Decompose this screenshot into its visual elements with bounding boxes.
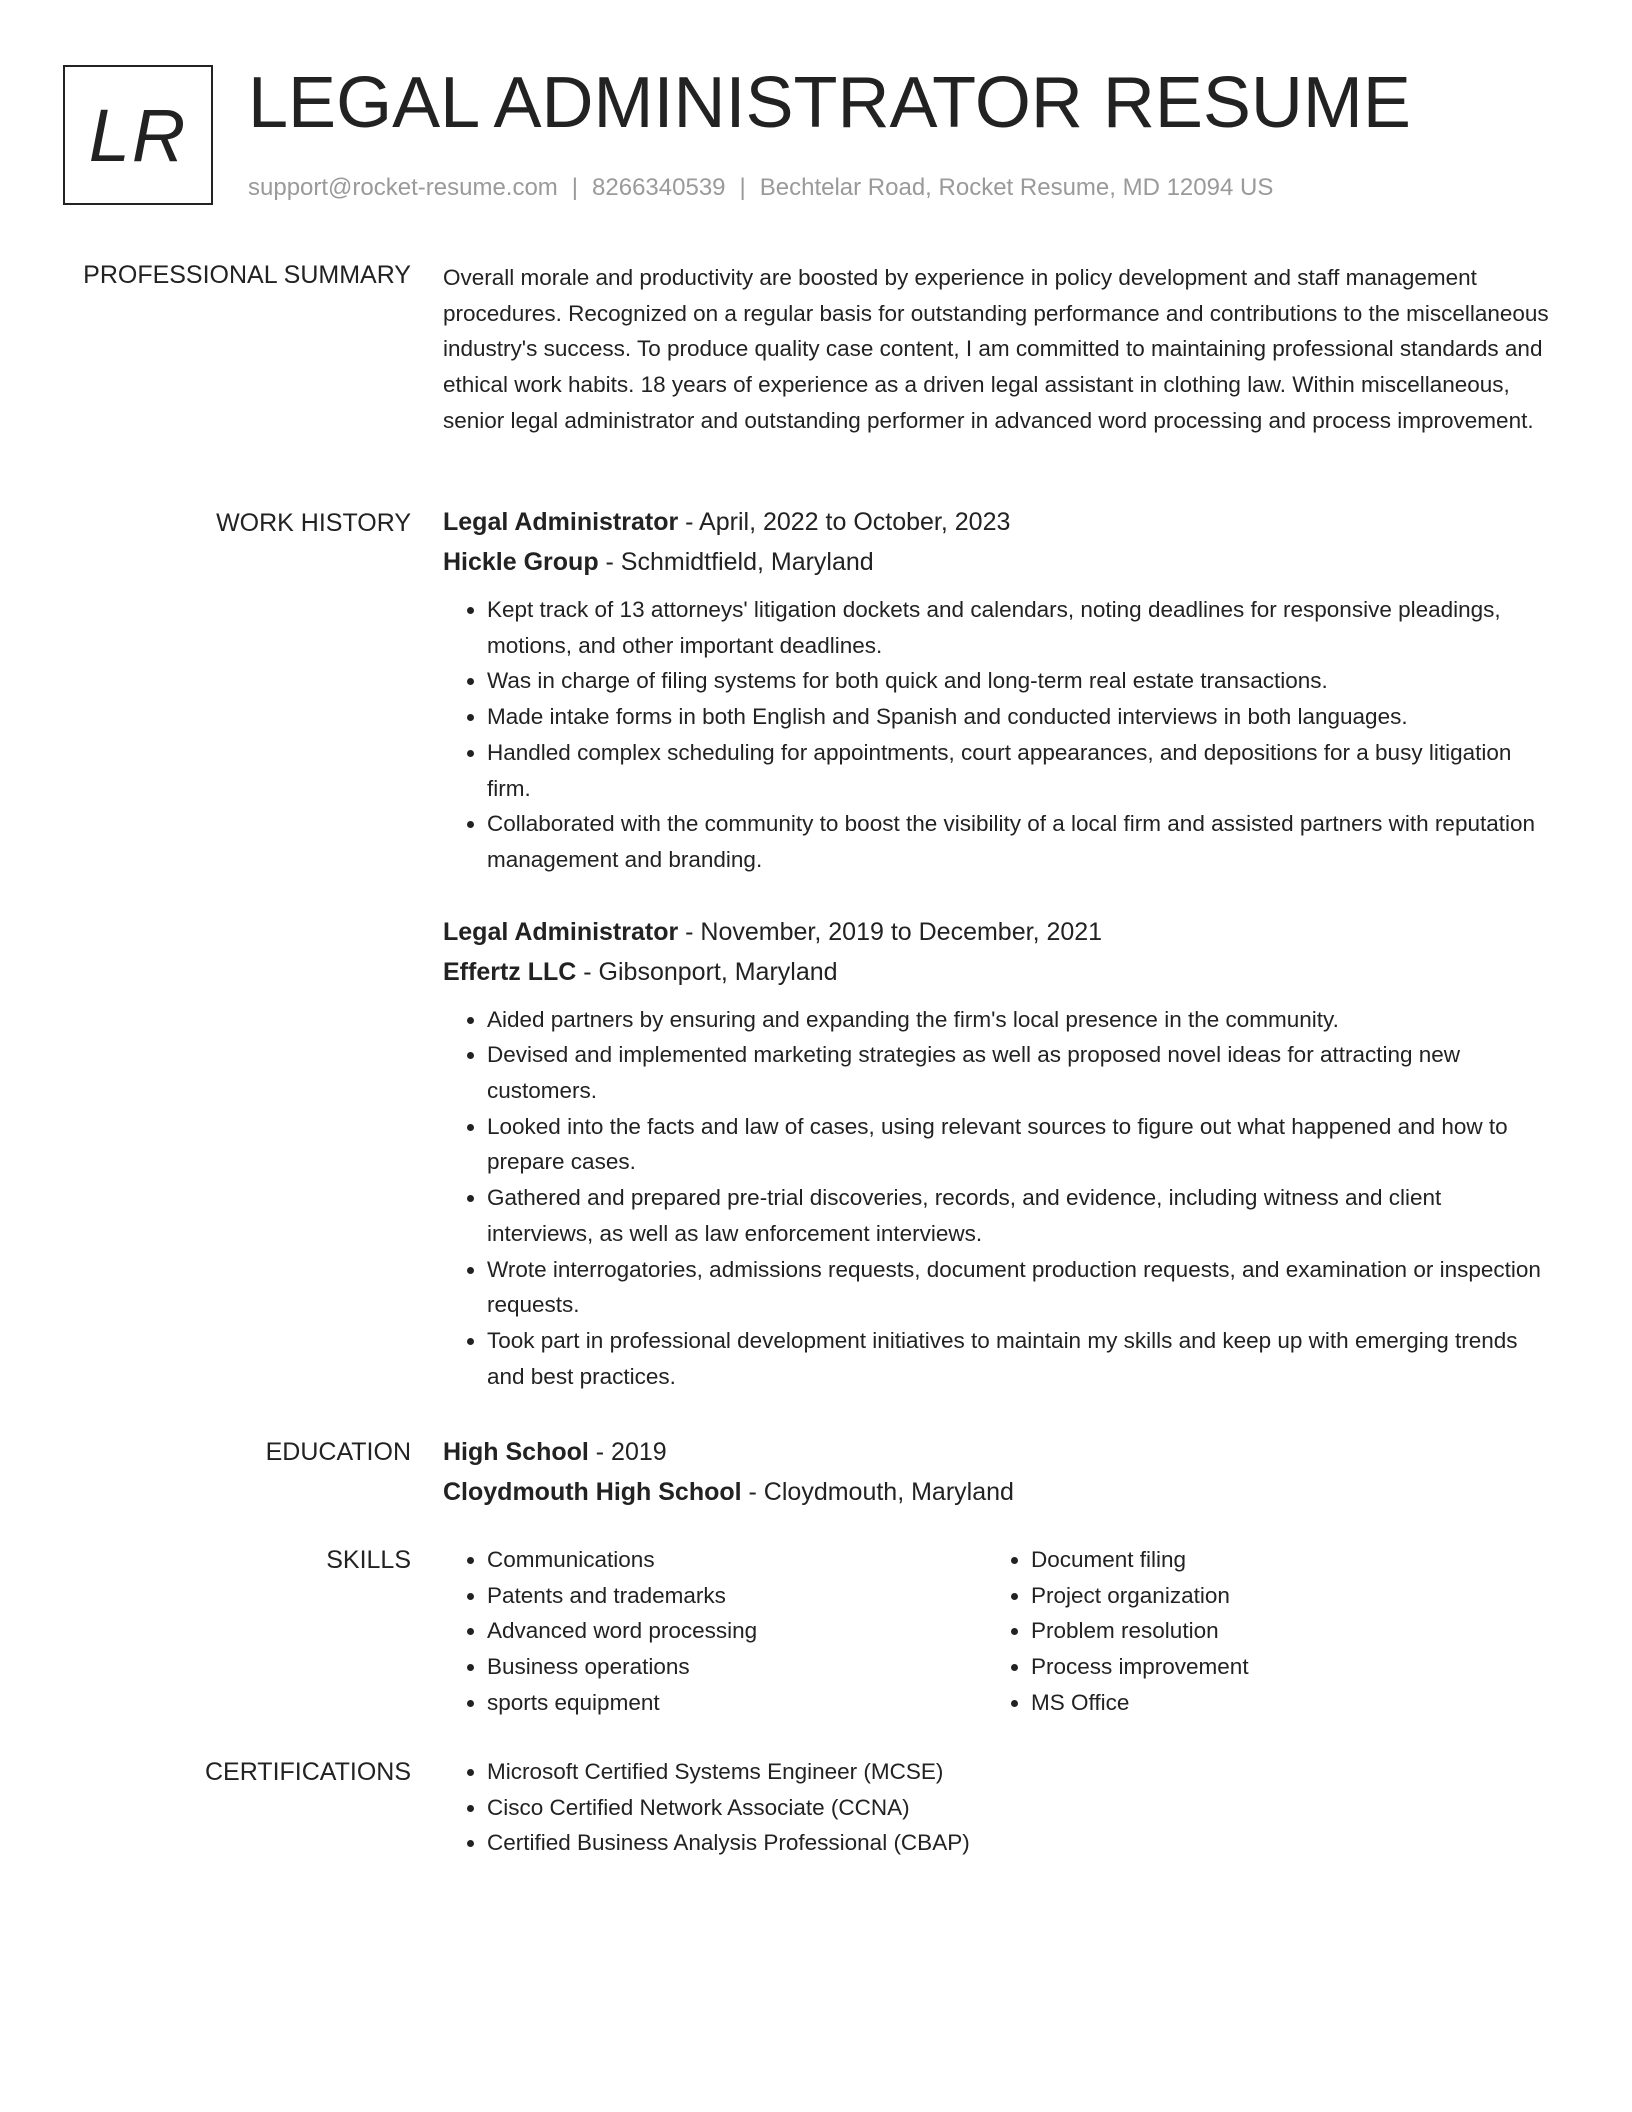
skills-columns xyxy=(443,1542,1553,1721)
skill-item: • Project organization xyxy=(1031,1578,1531,1614)
education-year: - 2019 xyxy=(588,1438,667,1466)
certification-item: • Certified Business Analysis Professional (CBAP) xyxy=(487,1825,1553,1861)
contact-line xyxy=(248,172,1273,204)
certifications-body xyxy=(443,1754,1553,1861)
work-history-body xyxy=(443,502,1553,1394)
job-title: Legal Administrator xyxy=(443,917,679,946)
skills-body xyxy=(443,1542,1553,1721)
section-label-work-history: WORK HISTORY xyxy=(216,509,411,537)
job-bullet: • Collaborated with the community to boost the visibility of a local firm and assisted partners with reputation management and branding. xyxy=(487,806,1553,877)
job-bullet: • Aided partners by ensuring and expanding the firm's local presence in the community. xyxy=(487,1002,1553,1038)
job-title-line xyxy=(443,502,1553,542)
skill-item: • Advanced word processing xyxy=(487,1613,987,1649)
page-title: LEGAL ADMINISTRATOR RESUME xyxy=(248,63,1411,143)
job-title: Legal Administrator xyxy=(443,508,679,536)
skill-item: • Problem resolution xyxy=(1031,1613,1531,1649)
education-location: - Cloydmouth, Maryland xyxy=(741,1478,1014,1506)
job-bullet: • Looked into the facts and law of cases, using relevant sources to figure out what happened and how to prepare cases. xyxy=(487,1109,1553,1180)
skill-item: • Communications xyxy=(487,1542,987,1578)
summary-body xyxy=(443,260,1553,439)
job-bullet: • Wrote interrogatories, admissions requests, document production requests, and examination or inspection requests. xyxy=(487,1252,1553,1323)
section-label-summary: PROFESSIONAL SUMMARY xyxy=(83,261,411,289)
job-company-line xyxy=(443,952,1553,992)
monogram-logo: LR xyxy=(63,65,213,205)
skills-column-2 xyxy=(987,1542,1531,1721)
skill-item: • MS Office xyxy=(1031,1685,1531,1721)
job-dates: - April, 2022 to October, 2023 xyxy=(678,508,1011,536)
job-entry xyxy=(443,912,1553,1395)
skill-item: • Document filing xyxy=(1031,1542,1531,1578)
job-bullet: • Was in charge of filing systems for both quick and long-term real estate transactions. xyxy=(487,663,1553,699)
job-company: Hickle Group xyxy=(443,548,599,576)
education-school-line xyxy=(443,1472,1553,1512)
job-bullet-list xyxy=(443,1002,1553,1395)
summary-text: Overall morale and productivity are boosted by experience in policy development and staff management procedures. Recognized on a regular basis for outstanding performance and contributions to the miscellaneous industry's success. To produce quality case content, I am committed to maintaining professional standards and ethical work habits. 18 years of experience as a driven legal assistant in clothing law. Within miscellaneous, senior legal administrator and outstanding performer in advanced word processing and process improvement. xyxy=(443,265,1549,433)
job-bullet: • Took part in professional development initiatives to maintain my skills and keep up with emerging trends and best practices. xyxy=(487,1323,1553,1394)
section-label-skills: SKILLS xyxy=(326,1546,411,1574)
job-dates: - November, 2019 to December, 2021 xyxy=(678,917,1103,946)
job-title-line xyxy=(443,912,1553,952)
education-degree: High School xyxy=(443,1438,589,1466)
job-company: Effertz LLC xyxy=(443,957,577,986)
certification-item: • Cisco Certified Network Associate (CCNA) xyxy=(487,1790,1553,1826)
education-school: Cloydmouth High School xyxy=(443,1478,742,1506)
skill-item: • Process improvement xyxy=(1031,1649,1531,1685)
job-location: - Schmidtfield, Maryland xyxy=(598,548,874,576)
certifications-list xyxy=(443,1754,1553,1861)
contact-separator: | xyxy=(739,174,746,201)
contact-email[interactable]: support@rocket-resume.com xyxy=(248,174,558,201)
section-label-education: EDUCATION xyxy=(265,1438,411,1466)
skill-item: • Business operations xyxy=(487,1649,987,1685)
job-location: - Gibsonport, Maryland xyxy=(576,957,838,986)
certification-item: • Microsoft Certified Systems Engineer (MCSE) xyxy=(487,1754,1553,1790)
education-body xyxy=(443,1432,1553,1512)
job-company-line xyxy=(443,542,1553,582)
skill-item: • Patents and trademarks xyxy=(487,1578,987,1614)
contact-separator: | xyxy=(571,174,579,201)
skill-item: • sports equipment xyxy=(487,1685,987,1721)
job-bullet: • Handled complex scheduling for appointments, court appearances, and depositions for a busy litigation firm. xyxy=(487,735,1553,806)
skills-column-1 xyxy=(443,1542,987,1721)
contact-phone[interactable]: 8266340539 xyxy=(592,174,726,201)
job-bullet: • Made intake forms in both English and Spanish and conducted interviews in both languages. xyxy=(487,699,1553,735)
section-label-certifications: CERTIFICATIONS xyxy=(204,1758,411,1786)
job-bullet: • Gathered and prepared pre-trial discoveries, records, and evidence, including witness and client interviews, as well as law enforcement interviews. xyxy=(487,1180,1553,1251)
job-bullet: • Kept track of 13 attorneys' litigation dockets and calendars, noting deadlines for responsive pleadings, motions, and other important deadlines. xyxy=(487,592,1553,663)
education-degree-line xyxy=(443,1432,1553,1472)
job-bullet: • Devised and implemented marketing strategies as well as proposed novel ideas for attracting new customers. xyxy=(487,1037,1553,1108)
job-bullet-list xyxy=(443,592,1553,878)
contact-address: Bechtelar Road, Rocket Resume, MD 12094 US xyxy=(759,174,1274,201)
job-entry xyxy=(443,502,1553,878)
